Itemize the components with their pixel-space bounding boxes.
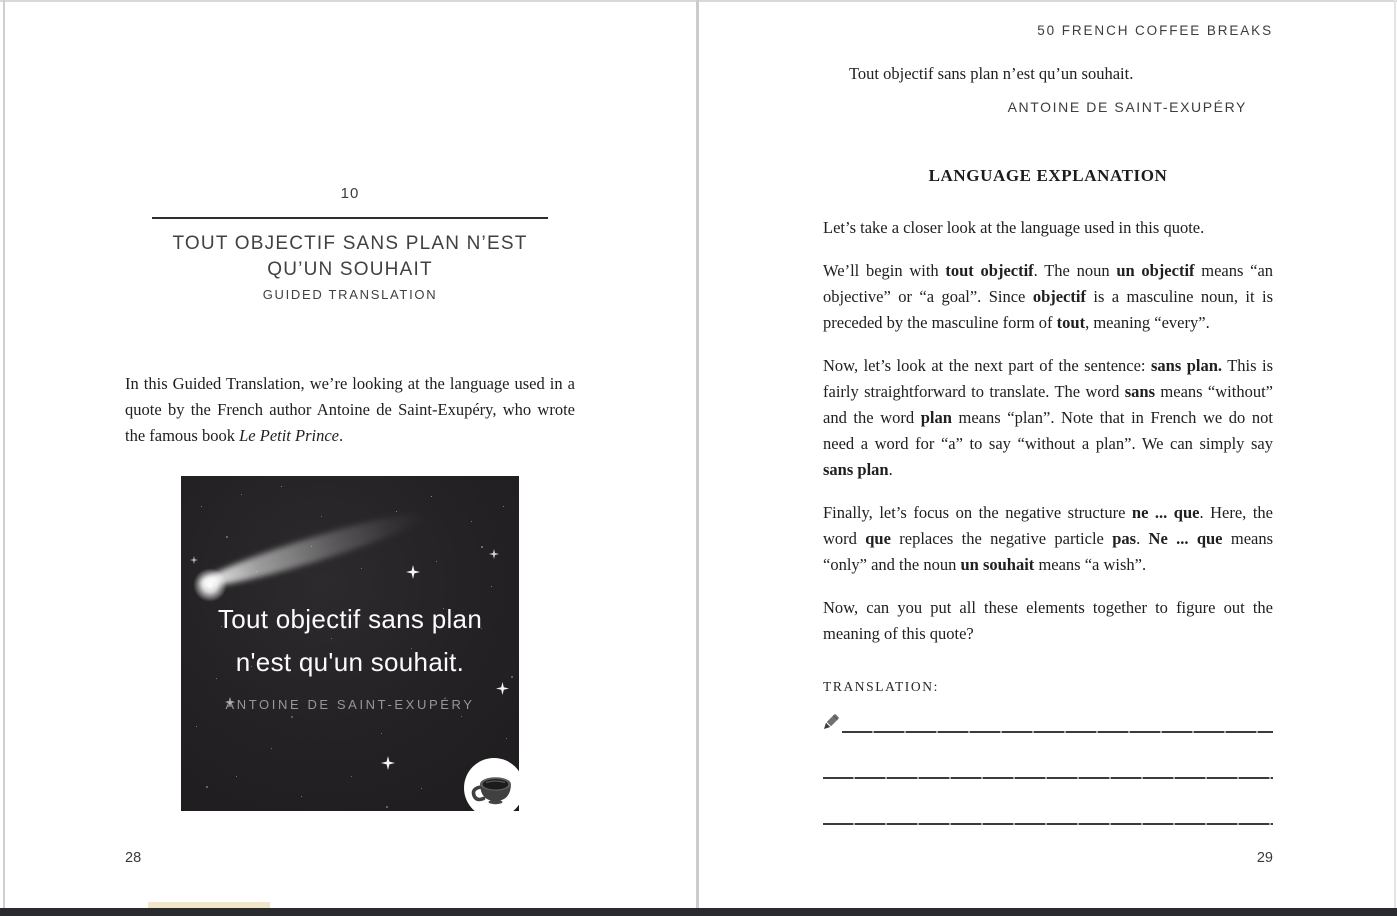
- viewer-right-border: [1394, 0, 1396, 908]
- running-header: 50 FRENCH COFFEE BREAKS: [1037, 23, 1273, 38]
- intro-paragraph: In this Guided Translation, we’re looking at the language used in a quote by the French author Antoine de Saint-Exupéry, who wrote the famous book Le Petit Prince.: [125, 374, 575, 445]
- quote-attribution: ANTOINE DE SAINT-EXUPÉRY: [1007, 99, 1247, 115]
- chapter-subtitle: GUIDED TRANSLATION: [262, 287, 438, 302]
- chapter-number: 10: [340, 185, 360, 202]
- chapter-rule-divider: [152, 217, 548, 219]
- page-number-right: 29: [1256, 850, 1273, 866]
- paragraph: Now, can you put all these elements together to figure out the meaning of this quote?: [823, 598, 1273, 643]
- paragraph: Finally, let’s focus on the negative structure ne ... que. Here, the word que replaces the negative particle pas. Ne ... que means “only” and the noun un souhait means “a wish”.: [823, 503, 1274, 574]
- section-heading: LANGUAGE EXPLANATION: [928, 166, 1168, 185]
- star-icon: [381, 756, 395, 770]
- writing-line: [823, 823, 1273, 825]
- image-attribution: ANTOINE DE SAINT-EXUPÉRY: [225, 697, 475, 712]
- paragraph: We’ll begin with tout objectif. The noun un objectif means “an objective” or “a goal”. Since objectif is a masculine noun, it is preceded by the masculine form of tout, meaning “every”.: [823, 261, 1274, 332]
- writing-line: [823, 777, 1273, 779]
- chapter-title: [125, 231, 575, 283]
- page-number-left: 28: [125, 850, 142, 866]
- chapter-title-line2: QU’UN SOUHAIT: [267, 259, 433, 280]
- quote-text: Tout objectif sans plan n’est qu’un souhait.: [849, 64, 1134, 83]
- viewer-bottom-bar: [0, 908, 1397, 916]
- starfield-dots-large: [181, 476, 183, 478]
- translation-label: TRANSLATION:: [823, 679, 939, 694]
- quote-image: [181, 476, 519, 811]
- image-quote-line1: Tout objectif sans plan: [217, 604, 483, 634]
- comet-head: [193, 568, 227, 602]
- paragraph: Now, let’s look at the next part of the sentence: sans plan. This is fairly straightforward to translate. The word sans means “without” and the word plan means “plan”. Note that in French we do not need a word for “a” to say “without a plan”. We can simply say sans plan.: [823, 356, 1273, 479]
- comet-tail: [197, 504, 429, 596]
- paragraph: Let’s take a closer look at the language used in this quote.: [823, 218, 1205, 237]
- star-icon: [406, 565, 420, 579]
- pencil-icon: [822, 712, 841, 731]
- quote-block: [849, 62, 1247, 115]
- coffee-cup-icon: [464, 758, 519, 811]
- explanation-paragraphs: [823, 215, 1273, 664]
- page-gutter-divider: [696, 0, 699, 908]
- image-quote-text: [181, 598, 519, 684]
- star-icon: [190, 556, 198, 564]
- image-quote-line2: n'est qu'un souhait.: [235, 647, 465, 677]
- viewer-left-border: [3, 0, 5, 908]
- star-icon: [489, 549, 499, 559]
- writing-line: [842, 731, 1273, 733]
- chapter-title-line1: TOUT OBJECTIF SANS PLAN N’EST: [172, 233, 528, 254]
